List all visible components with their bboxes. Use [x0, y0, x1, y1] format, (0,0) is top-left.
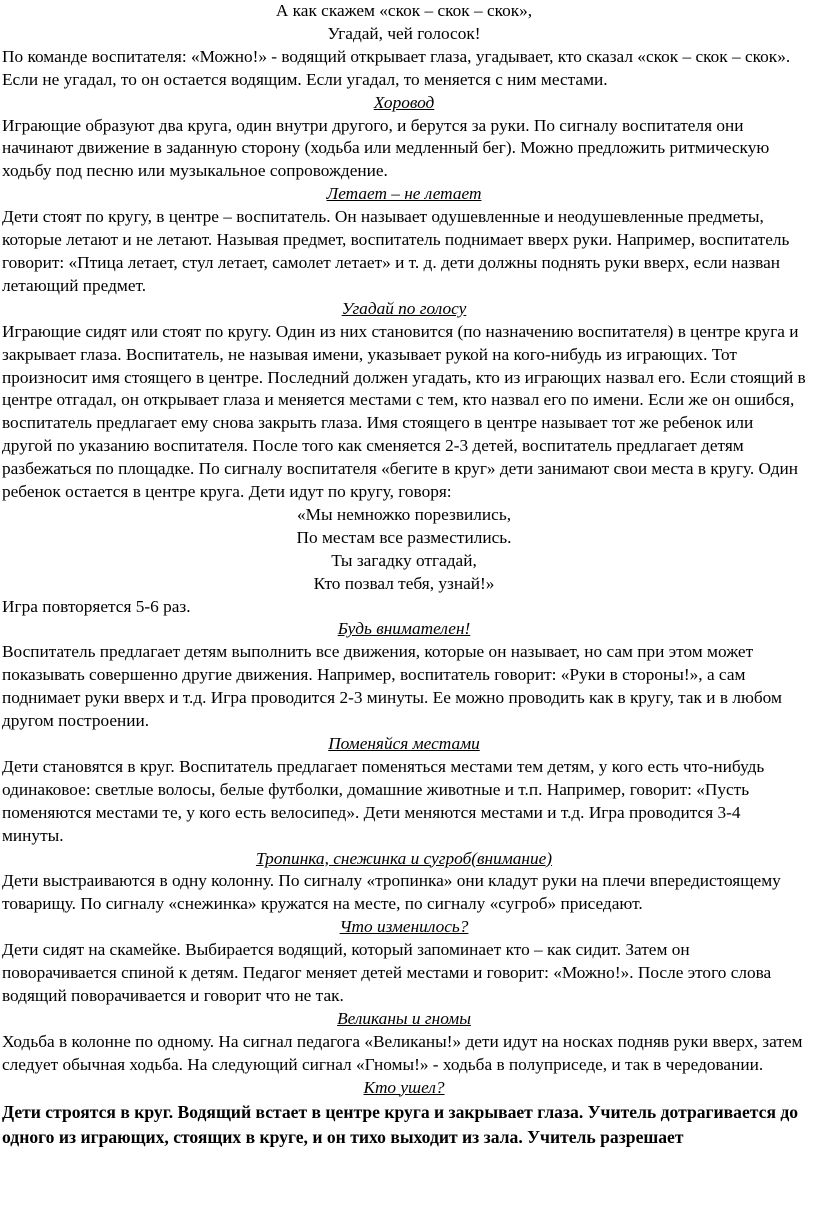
game-title-bud-vnimatelen: Будь внимателен!	[337, 619, 471, 639]
game-text-velikany: Ходьба в колонне по одному. На сигнал педагога «Великаны!» дети идут на носках подняв руки вверх, затем следует обычная ходьба. На следующий сигнал «Гномы!» - ходьба в полуприседе, и так в чередовании.	[2, 1031, 803, 1074]
game-title-khorovod: Хоровод	[373, 92, 435, 112]
verse-line: По местам все разместились.	[296, 527, 512, 547]
intro-verse-line: Угадай, чей голосок!	[327, 23, 481, 43]
game-text-khorovod: Играющие образуют два круга, один внутри другого, и берутся за руки. По сигналу воспитателя они начинают движение в заданную сторону (ходьба или медленный бег). Можно предложить ритмическую ходьбу под песню или музыкальное сопровождение.	[2, 115, 770, 181]
game-title-kto-ushel: Кто ушел?	[363, 1077, 445, 1097]
game-title-tropinka: Тропинка, снежинка и сугроб(внимание)	[255, 848, 553, 868]
game-text-kto-ushel: Дети строятся в круг. Водящий встает в центре круга и закрывает глаза. Учитель дотрагивается до одного из играющих, стоящих в круге, и он тихо выходит из зала. Учитель разрешает	[2, 1101, 799, 1147]
game-text-chto-izmenilos: Дети сидят на скамейке. Выбирается водящий, который запоминает кто – как сидит. Затем он поворачивается спиной к детям. Педагог меняет детей местами и говорит: «Можно!». После этого слова водящий поворачивается и говорит что не так.	[2, 940, 772, 1005]
game-title-pomenyaysya: Поменяйся местами	[328, 734, 480, 753]
intro-verse-line: А как скажем «скок – скок – скок»,	[275, 1, 533, 20]
game-text-ugaday: Играющие сидят или стоят по кругу. Один из них становится (по назначению воспитателя) в центре круга и закрывает глаза. Воспитатель, не называя имени, указывает рукой на кого-нибудь из играющих. Тот произносит имя стоящего в центре. Последний должен угадать, кто из играющих назвал его. Если стоящий в центре отгадал, он открывает глаза и меняется местами с тем, кто назвал его по имени. Если же он ошибся, воспитатель предлагает ему снова закрыть глаза. Имя стоящего в центре называет тот же ребенок или другой по указанию воспитателя. После того как сменяется 2-3 детей, воспитатель предлагает детям разбежаться по площадке. По сигналу воспитателя «бегите в круг» дети занимают свои места в кругу. Один ребенок остается в центре круга. Дети идут по кругу, говоря:	[2, 321, 806, 502]
game-title-letaet: Летает – не летает	[326, 184, 482, 204]
game-text-tropinka: Дети выстраиваются в одну колонну. По сигналу «тропинка» они кладут руки на плечи впередистоящему товарищу. По сигналу «снежинка» кружатся на месте, по сигналу «сугроб» приседают.	[2, 871, 781, 914]
game-title-ugaday: Угадай по голосу	[341, 298, 467, 318]
verse-line: Кто позвал тебя, узнай!»	[313, 573, 495, 593]
game-title-velikany: Великаны и гномы	[337, 1008, 471, 1028]
intro-paragraph: По команде воспитателя: «Можно!» - водящий открывает глаза, угадывает, кто сказал «скок – скок – скок». Если не угадал, то он остается водящим. Если угадал, то меняется с ним местами.	[2, 46, 791, 89]
game-after-ugaday: Игра повторяется 5-6 раз.	[2, 596, 191, 616]
game-title-chto-izmenilos: Что изменилось?	[339, 917, 469, 937]
game-text-pomenyaysya: Дети становятся в круг. Воспитатель предлагает поменяться местами тем детям, у кого есть что-нибудь одинаковое: светлые волосы, белые футболки, домашние животные и т.п. Например, говорит: «Пусть поменяются местами те, у кого есть велосипед». Дети меняются местами и т.д. Игра проводится 3-4 минуты.	[2, 756, 765, 845]
verse-line: Ты загадку отгадай,	[331, 550, 477, 570]
verse-line: «Мы немножко порезвились,	[296, 504, 512, 524]
game-text-letaet: Дети стоят по кругу, в центре – воспитатель. Он называет одушевленные и неодушевленные предметы, которые летают и не летают. Называя предмет, воспитатель поднимает вверх руки. Например, воспитатель говорит: «Птица летает, стул летает, самолет летает» и т. д. дети должны поднять руки вверх, если назван летающий предмет.	[2, 207, 790, 295]
game-text-bud-vnimatelen: Воспитатель предлагает детям выполнить все движения, которые он называет, но сам при этом может показывать совершенно другие движения. Например, воспитатель говорит: «Руки в стороны!», а сам поднимает руки вверх и т.д. Игра проводится 2-3 минуты. Ее можно проводить как в кругу, так и в любом другом построении.	[2, 642, 782, 731]
